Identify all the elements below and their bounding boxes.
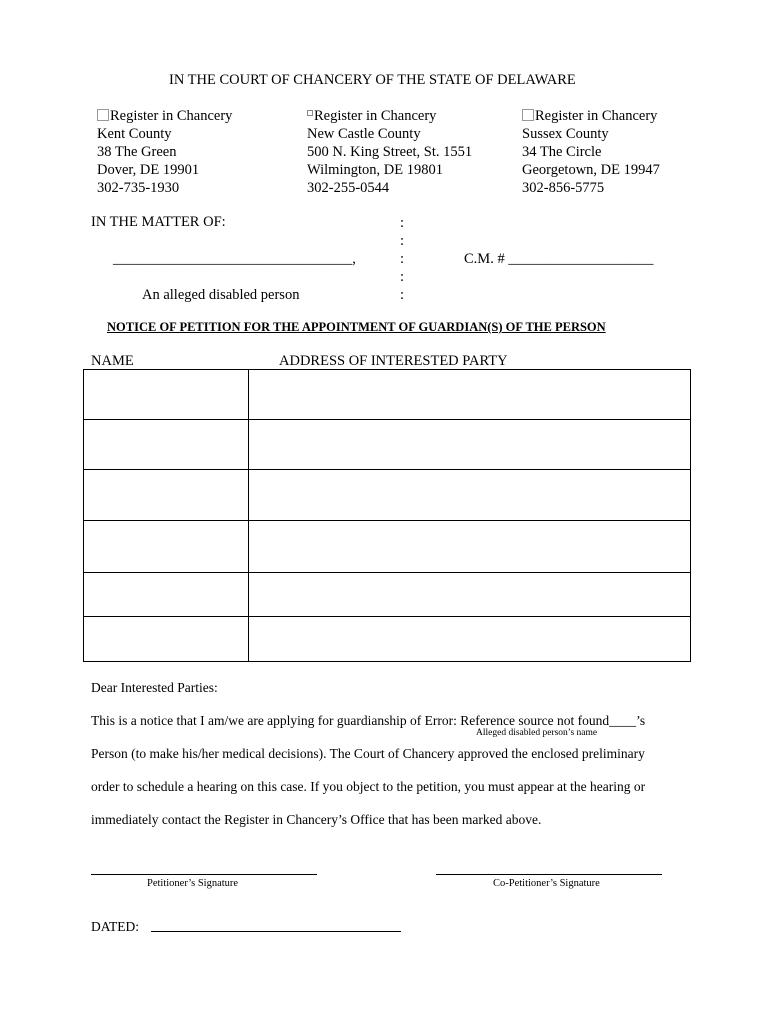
header-name: NAME	[91, 353, 134, 369]
checkbox-sussex[interactable]	[522, 109, 534, 121]
case-number-field[interactable]: C.M. # ____________________	[464, 251, 654, 267]
office-new-castle-county: New Castle County	[307, 126, 421, 142]
table-row	[84, 617, 691, 662]
name-cell[interactable]	[84, 370, 249, 420]
name-cell[interactable]	[84, 617, 249, 662]
office-sussex-city: Georgetown, DE 19947	[522, 162, 660, 178]
co-petitioner-signature-label: Co-Petitioner’s Signature	[493, 878, 600, 889]
dated-label: DATED:	[91, 919, 139, 934]
office-new-castle	[307, 107, 472, 197]
office-sussex-street: 34 The Circle	[522, 144, 602, 160]
table-row	[84, 420, 691, 470]
alleged-name-caption: Alleged disabled person’s name	[476, 728, 598, 738]
office-kent-street: 38 The Green	[97, 144, 177, 160]
alleged-label: An alleged disabled person	[142, 287, 300, 303]
address-cell[interactable]	[249, 420, 691, 470]
office-kent-county: Kent County	[97, 126, 172, 142]
table-row	[84, 370, 691, 420]
office-new-castle-label: Register in Chancery	[314, 108, 437, 124]
address-cell[interactable]	[249, 521, 691, 573]
office-sussex-county: Sussex County	[522, 126, 609, 142]
letter-line-4: immediately contact the Register in Chancery’s Office that has been marked above.	[91, 812, 542, 827]
colon-4: :	[400, 269, 405, 285]
address-cell[interactable]	[249, 370, 691, 420]
office-kent	[97, 107, 232, 197]
petitioner-signature-line[interactable]	[91, 874, 317, 875]
checkbox-new-castle[interactable]	[307, 110, 313, 116]
name-cell[interactable]	[84, 470, 249, 521]
letter-line-3: order to schedule a hearing on this case. If you object to the petition, you must appear at the hearing or	[91, 779, 646, 794]
name-cell[interactable]	[84, 521, 249, 573]
table-row	[84, 573, 691, 617]
notice-title: NOTICE OF PETITION FOR THE APPOINTMENT OF GUARDIAN(S) OF THE PERSON	[107, 320, 606, 334]
petitioner-signature-label: Petitioner’s Signature	[147, 878, 239, 889]
office-sussex-label-row[interactable]	[522, 107, 660, 125]
table-row	[84, 470, 691, 521]
office-new-castle-phone: 302-255-0544	[307, 180, 390, 196]
address-cell[interactable]	[249, 617, 691, 662]
colon-5: :	[400, 287, 405, 303]
office-new-castle-street: 500 N. King Street, St. 1551	[307, 144, 473, 160]
name-line[interactable]: _________________________________,	[113, 251, 356, 267]
office-new-castle-city: Wilmington, DE 19801	[307, 162, 443, 178]
interested-parties-table	[83, 369, 691, 662]
header-address: ADDRESS OF INTERESTED PARTY	[279, 353, 508, 369]
office-kent-label-row[interactable]	[97, 107, 232, 125]
name-cell[interactable]	[84, 573, 249, 617]
colon-1: :	[400, 215, 405, 231]
checkbox-kent[interactable]	[97, 109, 109, 121]
matter-label: IN THE MATTER OF:	[91, 214, 226, 230]
office-kent-phone: 302-735-1930	[97, 180, 180, 196]
colon-3: :	[400, 251, 405, 267]
letter-line-1: This is a notice that I am/we are applying for guardianship of Error: Reference source not found____’s	[91, 713, 646, 728]
name-cell[interactable]	[84, 420, 249, 470]
salutation: Dear Interested Parties:	[91, 680, 218, 695]
office-new-castle-label-row[interactable]	[307, 107, 472, 125]
office-sussex	[522, 107, 660, 197]
table-row	[84, 521, 691, 573]
office-kent-city: Dover, DE 19901	[97, 162, 200, 178]
co-petitioner-signature-line[interactable]	[436, 874, 662, 875]
colon-2: :	[400, 233, 405, 249]
date-line[interactable]	[151, 931, 401, 932]
office-sussex-phone: 302-856-5775	[522, 180, 605, 196]
court-title: IN THE COURT OF CHANCERY OF THE STATE OF DELAWARE	[169, 72, 576, 88]
office-kent-label: Register in Chancery	[110, 108, 233, 124]
letter-line-2: Person (to make his/her medical decisions). The Court of Chancery approved the enclosed preliminary	[91, 746, 645, 761]
office-sussex-label: Register in Chancery	[535, 108, 658, 124]
address-cell[interactable]	[249, 470, 691, 521]
address-cell[interactable]	[249, 573, 691, 617]
